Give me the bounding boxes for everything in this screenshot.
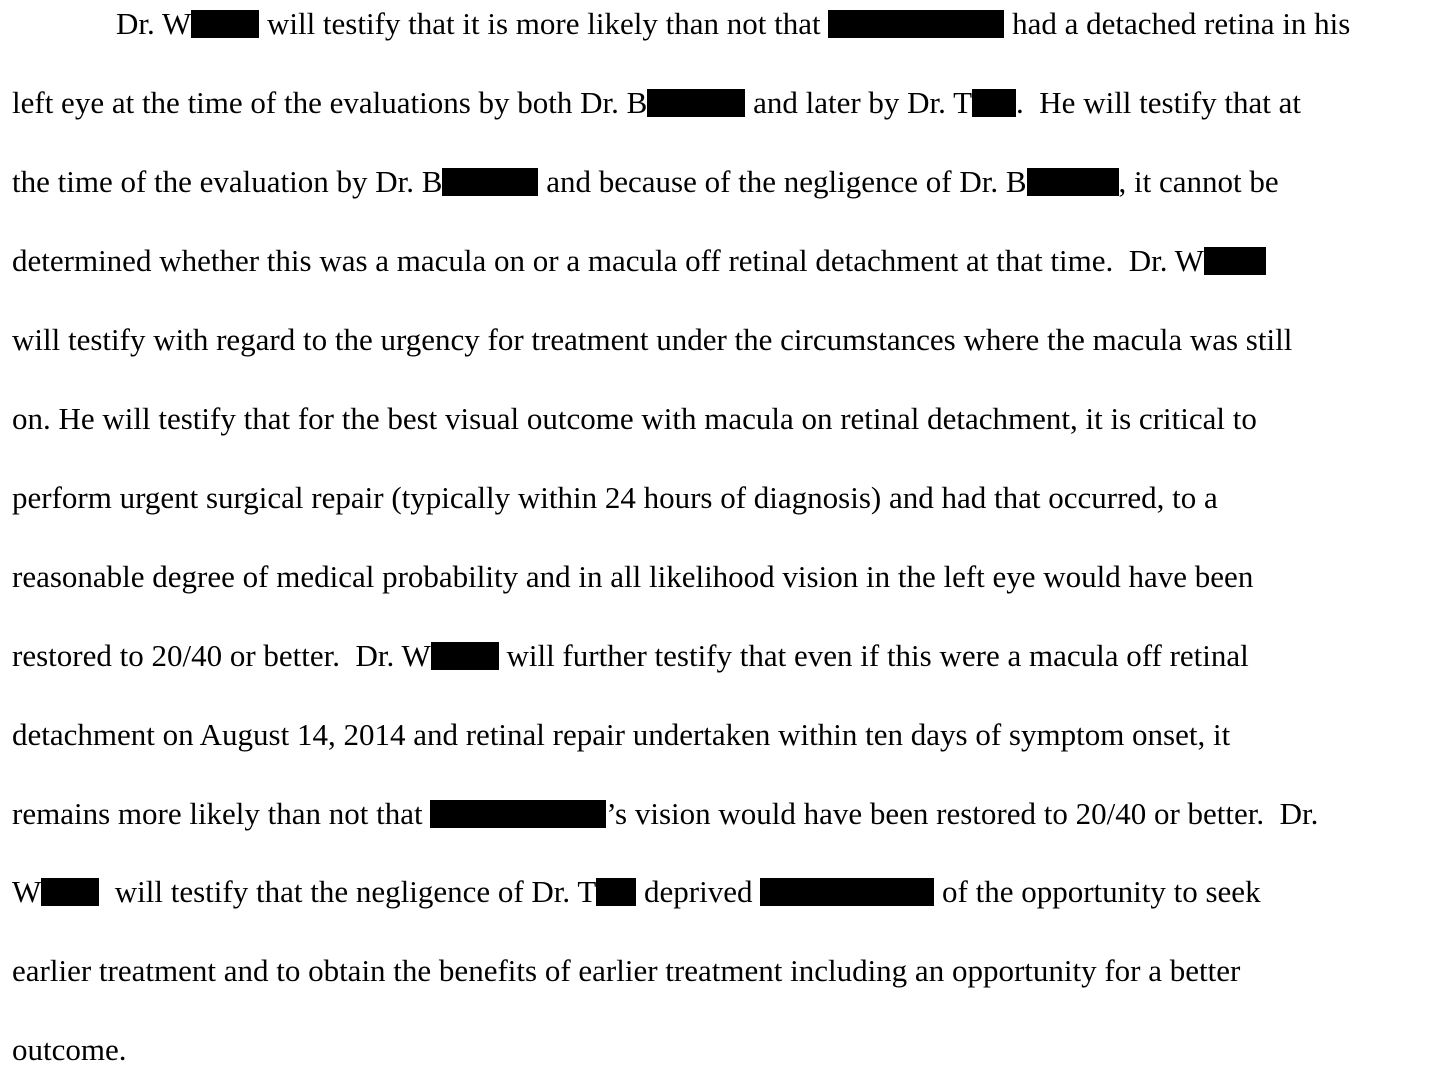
line-11-seg-2: ’s vision would have been restored to 20/40 or better. Dr. <box>606 796 1319 831</box>
line-12-seg-2: will testify that the negligence of Dr. T <box>99 874 597 909</box>
line-3-seg-1: the time of the evaluation by Dr. B <box>12 164 443 199</box>
line-3-seg-3: , it cannot be <box>1118 164 1279 199</box>
redaction-bar <box>1027 168 1119 196</box>
line-12-seg-1: W <box>12 874 42 909</box>
line-11-seg-1: remains more likely than not that <box>12 796 431 831</box>
redaction-bar <box>596 878 636 906</box>
text-line-13: earlier treatment and to obtain the benefits of earlier treatment including an opportunity for a better <box>12 953 1241 988</box>
redaction-bar <box>1204 247 1266 275</box>
line-4-seg-1: determined whether this was a macula on or a macula off retinal detachment at that time. Dr. W <box>12 243 1204 278</box>
text-line-14: outcome. <box>12 1032 127 1067</box>
text-line-12 <box>12 874 1261 910</box>
text-line-5: will testify with regard to the urgency for treatment under the circumstances where the macula was still <box>12 322 1293 357</box>
redaction-bar <box>191 10 259 38</box>
line-3-seg-2: and because of the negligence of Dr. B <box>538 164 1027 199</box>
line-9-seg-2: will further testify that even if this were a macula off retinal <box>498 638 1249 673</box>
redaction-bar <box>760 878 934 906</box>
line-12-seg-4: of the opportunity to seek <box>934 874 1261 909</box>
redaction-bar <box>442 168 538 196</box>
text-line-6: on. He will testify that for the best visual outcome with macula on retinal detachment, it is critical to <box>12 401 1257 436</box>
text-line-3 <box>12 164 1279 200</box>
redaction-bar <box>828 10 1004 38</box>
line-2-seg-2: and later by Dr. T <box>745 85 973 120</box>
text-line-2 <box>12 85 1301 121</box>
line-1-seg-2: will testify that it is more likely than not that <box>259 6 829 41</box>
line-1-seg-3: had a detached retina in his <box>1004 6 1351 41</box>
text-line-8: reasonable degree of medical probability and in all likelihood vision in the left eye would have been <box>12 559 1254 594</box>
line-2-seg-1: left eye at the time of the evaluations by both Dr. B <box>12 85 648 120</box>
text-line-7: perform urgent surgical repair (typically within 24 hours of diagnosis) and had that occurred, to a <box>12 480 1218 515</box>
text-line-9 <box>12 638 1249 674</box>
line-9-seg-1: restored to 20/40 or better. Dr. W <box>12 638 431 673</box>
redaction-bar <box>430 800 606 828</box>
redaction-bar <box>647 89 745 117</box>
redaction-bar <box>431 642 499 670</box>
text-line-1 <box>116 6 1350 42</box>
text-line-4 <box>12 243 1266 279</box>
text-line-10: detachment on August 14, 2014 and retinal repair undertaken within ten days of symptom onset, it <box>12 717 1231 752</box>
line-2-seg-3: . He will testify that at <box>1016 85 1302 120</box>
text-line-11 <box>12 796 1318 832</box>
line-12-seg-3: deprived <box>636 874 761 909</box>
line-1-seg-1: Dr. W <box>116 6 192 41</box>
redaction-bar <box>972 89 1016 117</box>
redaction-bar <box>41 878 99 906</box>
